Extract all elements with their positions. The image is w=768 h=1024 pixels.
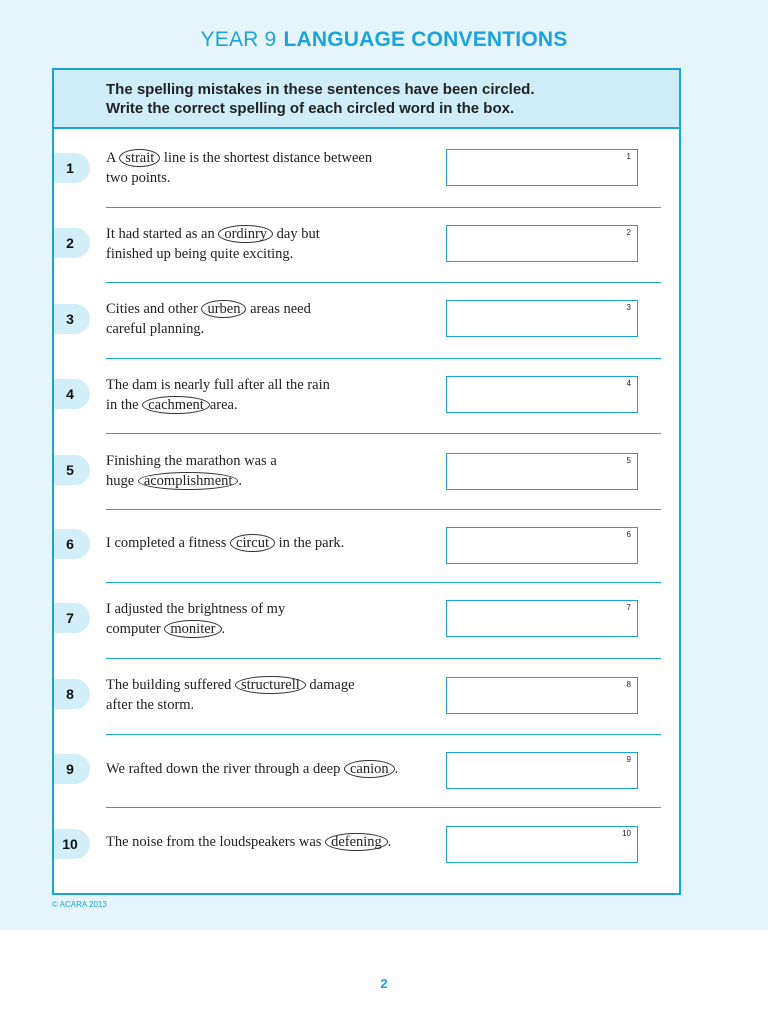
separator [106,358,661,359]
answer-box-number: 6 [626,530,631,539]
separator [106,658,661,659]
answer-box-number: 3 [626,303,631,312]
circled-word: moniter [164,620,221,638]
circled-word: defening [325,833,388,851]
text-after: in the park. [278,535,345,551]
text-before: The noise from the loudspeakers was [106,834,322,850]
text-line-2: two points. [106,169,171,186]
text-before: The building suffered [106,677,232,693]
question-text [106,760,446,780]
text-after: line is the shortest distance between [163,150,373,166]
question-text [106,833,446,853]
answer-box[interactable] [446,149,638,186]
circled-word: ordinry [218,225,273,243]
instructions-line-2: Write the correct spelling of each circled word in the box. [106,100,515,117]
question-number: 10 [54,829,90,859]
text-line-1: The dam is nearly full after all the rain [106,377,330,393]
text-after: . [387,834,392,850]
question-number: 6 [54,529,90,559]
answer-box-number: 7 [626,603,631,612]
question-number: 9 [54,754,90,784]
text-after: day but [276,226,320,242]
circled-word: cachment [142,396,210,414]
question-text [106,534,426,554]
text-after: . [394,761,399,777]
answer-box[interactable] [446,826,638,863]
question-text [106,300,426,339]
answer-box-number: 8 [626,680,631,689]
text-line-1: I adjusted the brightness of my [106,601,286,617]
text-after: area. [209,396,238,413]
question-number: 3 [54,304,90,334]
circled-word: acomplishment [138,472,239,490]
copyright-notice: © ACARA 2013 [52,900,107,909]
question-number: 5 [54,455,90,485]
question-number: 2 [54,228,90,258]
text-after: damage [309,677,355,693]
question-number: 8 [54,679,90,709]
answer-box-number: 1 [626,152,631,161]
separator [106,582,661,583]
circled-word: circut [230,534,275,552]
separator [106,807,661,808]
separator [106,433,661,434]
circled-word: canion [344,760,395,778]
subject-label: LANGUAGE CONVENTIONS [283,28,568,51]
text-after: . [221,620,226,637]
text-before: in the [106,396,139,413]
instructions-line-1: The spelling mistakes in these sentences have been circled. [106,81,535,98]
question-number: 4 [54,379,90,409]
text-before: Cities and other [106,301,198,317]
text-after: areas need [250,301,311,317]
text-after: . [238,472,243,489]
text-line-1: Finishing the marathon was a [106,453,277,469]
separator [106,207,661,208]
question-number: 7 [54,603,90,633]
separator [106,282,661,283]
question-text [106,376,426,415]
separator [106,509,661,510]
question-text [106,149,426,188]
text-before: A [106,150,116,166]
question-text [106,452,426,491]
year-label: YEAR 9 [200,28,277,51]
circled-word: strait [119,149,160,167]
separator [106,734,661,735]
question-text [106,676,426,715]
answer-box-number: 2 [626,228,631,237]
question-frame [52,68,681,895]
text-before: It had started as an [106,226,215,242]
text-before: I completed a fitness [106,535,227,551]
answer-box[interactable] [446,376,638,413]
answer-box[interactable] [446,527,638,564]
answer-box[interactable] [446,453,638,490]
instructions-panel [54,70,679,129]
answer-box-number: 10 [622,829,631,838]
answer-box-number: 9 [626,755,631,764]
page-title [0,28,768,52]
text-line-2: careful planning. [106,320,205,337]
text-before: huge [106,472,135,489]
text-before: computer [106,620,161,637]
answer-box[interactable] [446,300,638,337]
answer-box-number: 4 [626,379,631,388]
answer-box[interactable] [446,752,638,789]
question-text [106,225,426,264]
answer-box[interactable] [446,677,638,714]
answer-box-number: 5 [626,456,631,465]
text-line-2: finished up being quite exciting. [106,245,294,262]
answer-box[interactable] [446,225,638,262]
circled-word: urben [201,300,246,318]
page-number: 2 [380,976,388,991]
text-before: We rafted down the river through a deep [106,761,341,777]
answer-box[interactable] [446,600,638,637]
question-number: 1 [54,153,90,183]
question-text [106,600,426,639]
text-line-2: after the storm. [106,696,195,713]
circled-word: structurell [235,676,306,694]
